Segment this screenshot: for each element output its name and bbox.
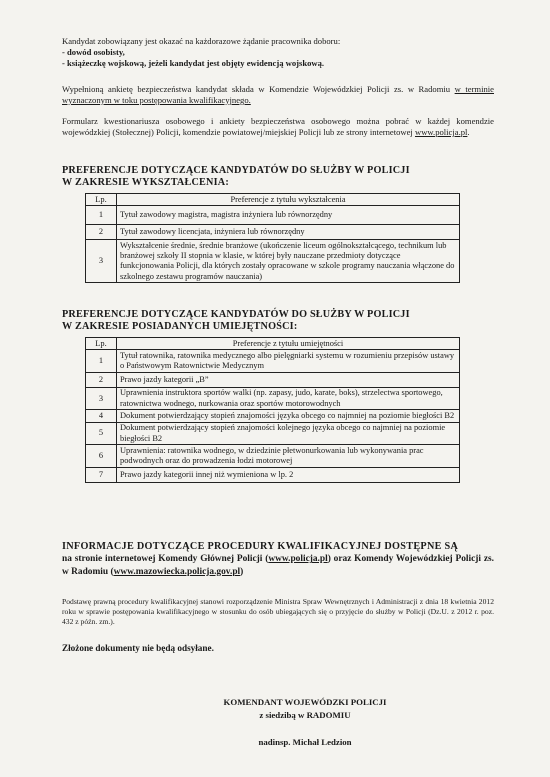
procedure-info-heading: INFORMACJE DOTYCZĄCE PROCEDURY KWALIFIKACYJNEJ DOSTĘPNE SĄ [62,541,459,552]
table-row: 1 Tytuł zawodowy magistra, magistra inżyniera lub równorzędny [86,206,460,225]
table-header-row [86,338,460,350]
education-heading: PREFERENCJE DOTYCZĄCE KANDYDATÓW DO SŁUŻBY W POLICJI W ZAKRESIE WYKSZTAŁCENIA: [62,165,410,188]
documents-not-returned: Złożone dokumenty nie będą odsyłane. [62,643,214,653]
legal-basis: Podstawę prawną procedury kwalifikacyjnej stanowi rozporządzenie Ministra Spraw Wewnętrznych i Administracji z dnia 18 kwietnia 2012 roku w sprawie postępowania kwalifikacyjnego w stosunku do osób ubiegających się o przyjęcie do służby w Policji (Dz.U. z 2012 r. poz. 432 z późn. zm.). [62,597,494,626]
table-row: 1 Tytuł ratownika, ratownika medycznego albo pielęgniarki systemu w rozumieniu przepisów ustawy o Państwowym Ratownictwie Medycznym [86,350,460,373]
survey-paragraph [62,84,494,106]
table-row: 3 Uprawnienia instruktora sportów walki (np. zapasy, judo, karate, boks), strzelectwa sportowego, ratownictwa wodnego, nurkowania oraz sportów motorowodnych [86,387,460,410]
table-row: 5 Dokument potwierdzający stopień znajomości kolejnego języka obcego co najmniej na poziomie biegłości B2 [86,422,460,445]
signature-name: nadinsp. Michał Ledzion [258,737,352,747]
table-row: 2 Prawo jazdy kategorii „B” [86,372,460,387]
table-row: 2 Tytuł zawodowy licencjata, inżyniera lub równorzędny [86,225,460,240]
table-row: 6 Uprawnienia: ratownika wodnego, w dziedzinie płetwonurkowania lub wykonywania prac podwodnych oraz do prowadzenia łodzi motorowej [86,445,460,468]
id-requirement-id-card: - dowód osobisty, [62,47,125,57]
col-lp: Lp. [86,194,117,206]
id-requirements [62,36,494,69]
id-requirement-military-book: - książeczkę wojskową, jeżeli kandydat jest objęty ewidencją wojskową. [62,58,325,68]
col-title: Preferencje z tytułu wykształcenia [117,194,460,206]
table-row: 7 Prawo jazdy kategorii innej niż wymieniona w lp. 2 [86,467,460,482]
skills-heading: PREFERENCJE DOTYCZĄCE KANDYDATÓW DO SŁUŻBY W POLICJI W ZAKRESIE POSIADANYCH UMIEJĘTNOŚCI: [62,309,410,332]
id-requirements-intro: Kandydat zobowiązany jest okazać na każdorazowe żądanie pracownika doboru: [62,36,341,46]
signature-title: KOMENDANT WOJEWÓDZKI POLICJI [223,697,387,707]
skills-table [85,337,460,483]
forms-text: Formularz kwestionariusza osobowego i ankiety bezpieczeństwa osobowego można pobrać w każdej komendzie wojewódzkiej (Stołecznej) Policji, komendzie powiatowej/miejskiej Policji lub ze strony internetowej [62,116,494,137]
policja-link[interactable]: www.policja.pl [414,127,468,137]
table-row: 3 Wykształcenie średnie, średnie branżowe (ukończenie liceum ogólnokształcącego, technikum lub branżowej szkoły II stopnia w klasie, w której były nauczane przedmioty dotyczące funkcjonowania Policji, dla których zostały opracowane w szkole programy nauczania włączone do szkolnego zestawu programów nauczania) [86,240,460,283]
kwp-radom-link[interactable]: www.mazowiecka.policja.gov.pl [113,566,241,577]
signature-seat: z siedzibą w RADOMIU [259,710,351,720]
kgp-link[interactable]: www.policja.pl [268,554,328,565]
col-title: Preferencje z tytułu umiejętności [117,338,460,350]
forms-paragraph: Formularz kwestionariusza osobowego i ankiety bezpieczeństwa osobowego można pobrać w każdej komendzie wojewódzkiej (Stołecznej) Policji, komendzie powiatowej/miejskiej Policji lub ze strony internetowej www.policja.pl. [62,116,494,137]
table-row: 4 Dokument potwierdzający stopień znajomości języka obcego co najmniej na poziomie biegłości B2 [86,410,460,422]
survey-text: Wypełnioną ankietę bezpieczeństwa kandydat składa w Komendzie Wojewódzkiej Policji zs. w Radomiu [62,84,451,94]
col-lp: Lp. [86,338,117,350]
survey-deadline: w terminie wyznaczonym w toku postępowania kwalifikacyjnego. [62,84,494,105]
table-header-row [86,194,460,206]
education-table [85,193,460,283]
procedure-info: INFORMACJE DOTYCZĄCE PROCEDURY KWALIFIKACYJNEJ DOSTĘPNE SĄ na stronie internetowej Komendy Głównej Policji (www.policja.pl) oraz Komendy Wojewódzkiej Policji zs. w Radomiu (www.mazowiecka.policja.gov.pl) [62,541,494,577]
